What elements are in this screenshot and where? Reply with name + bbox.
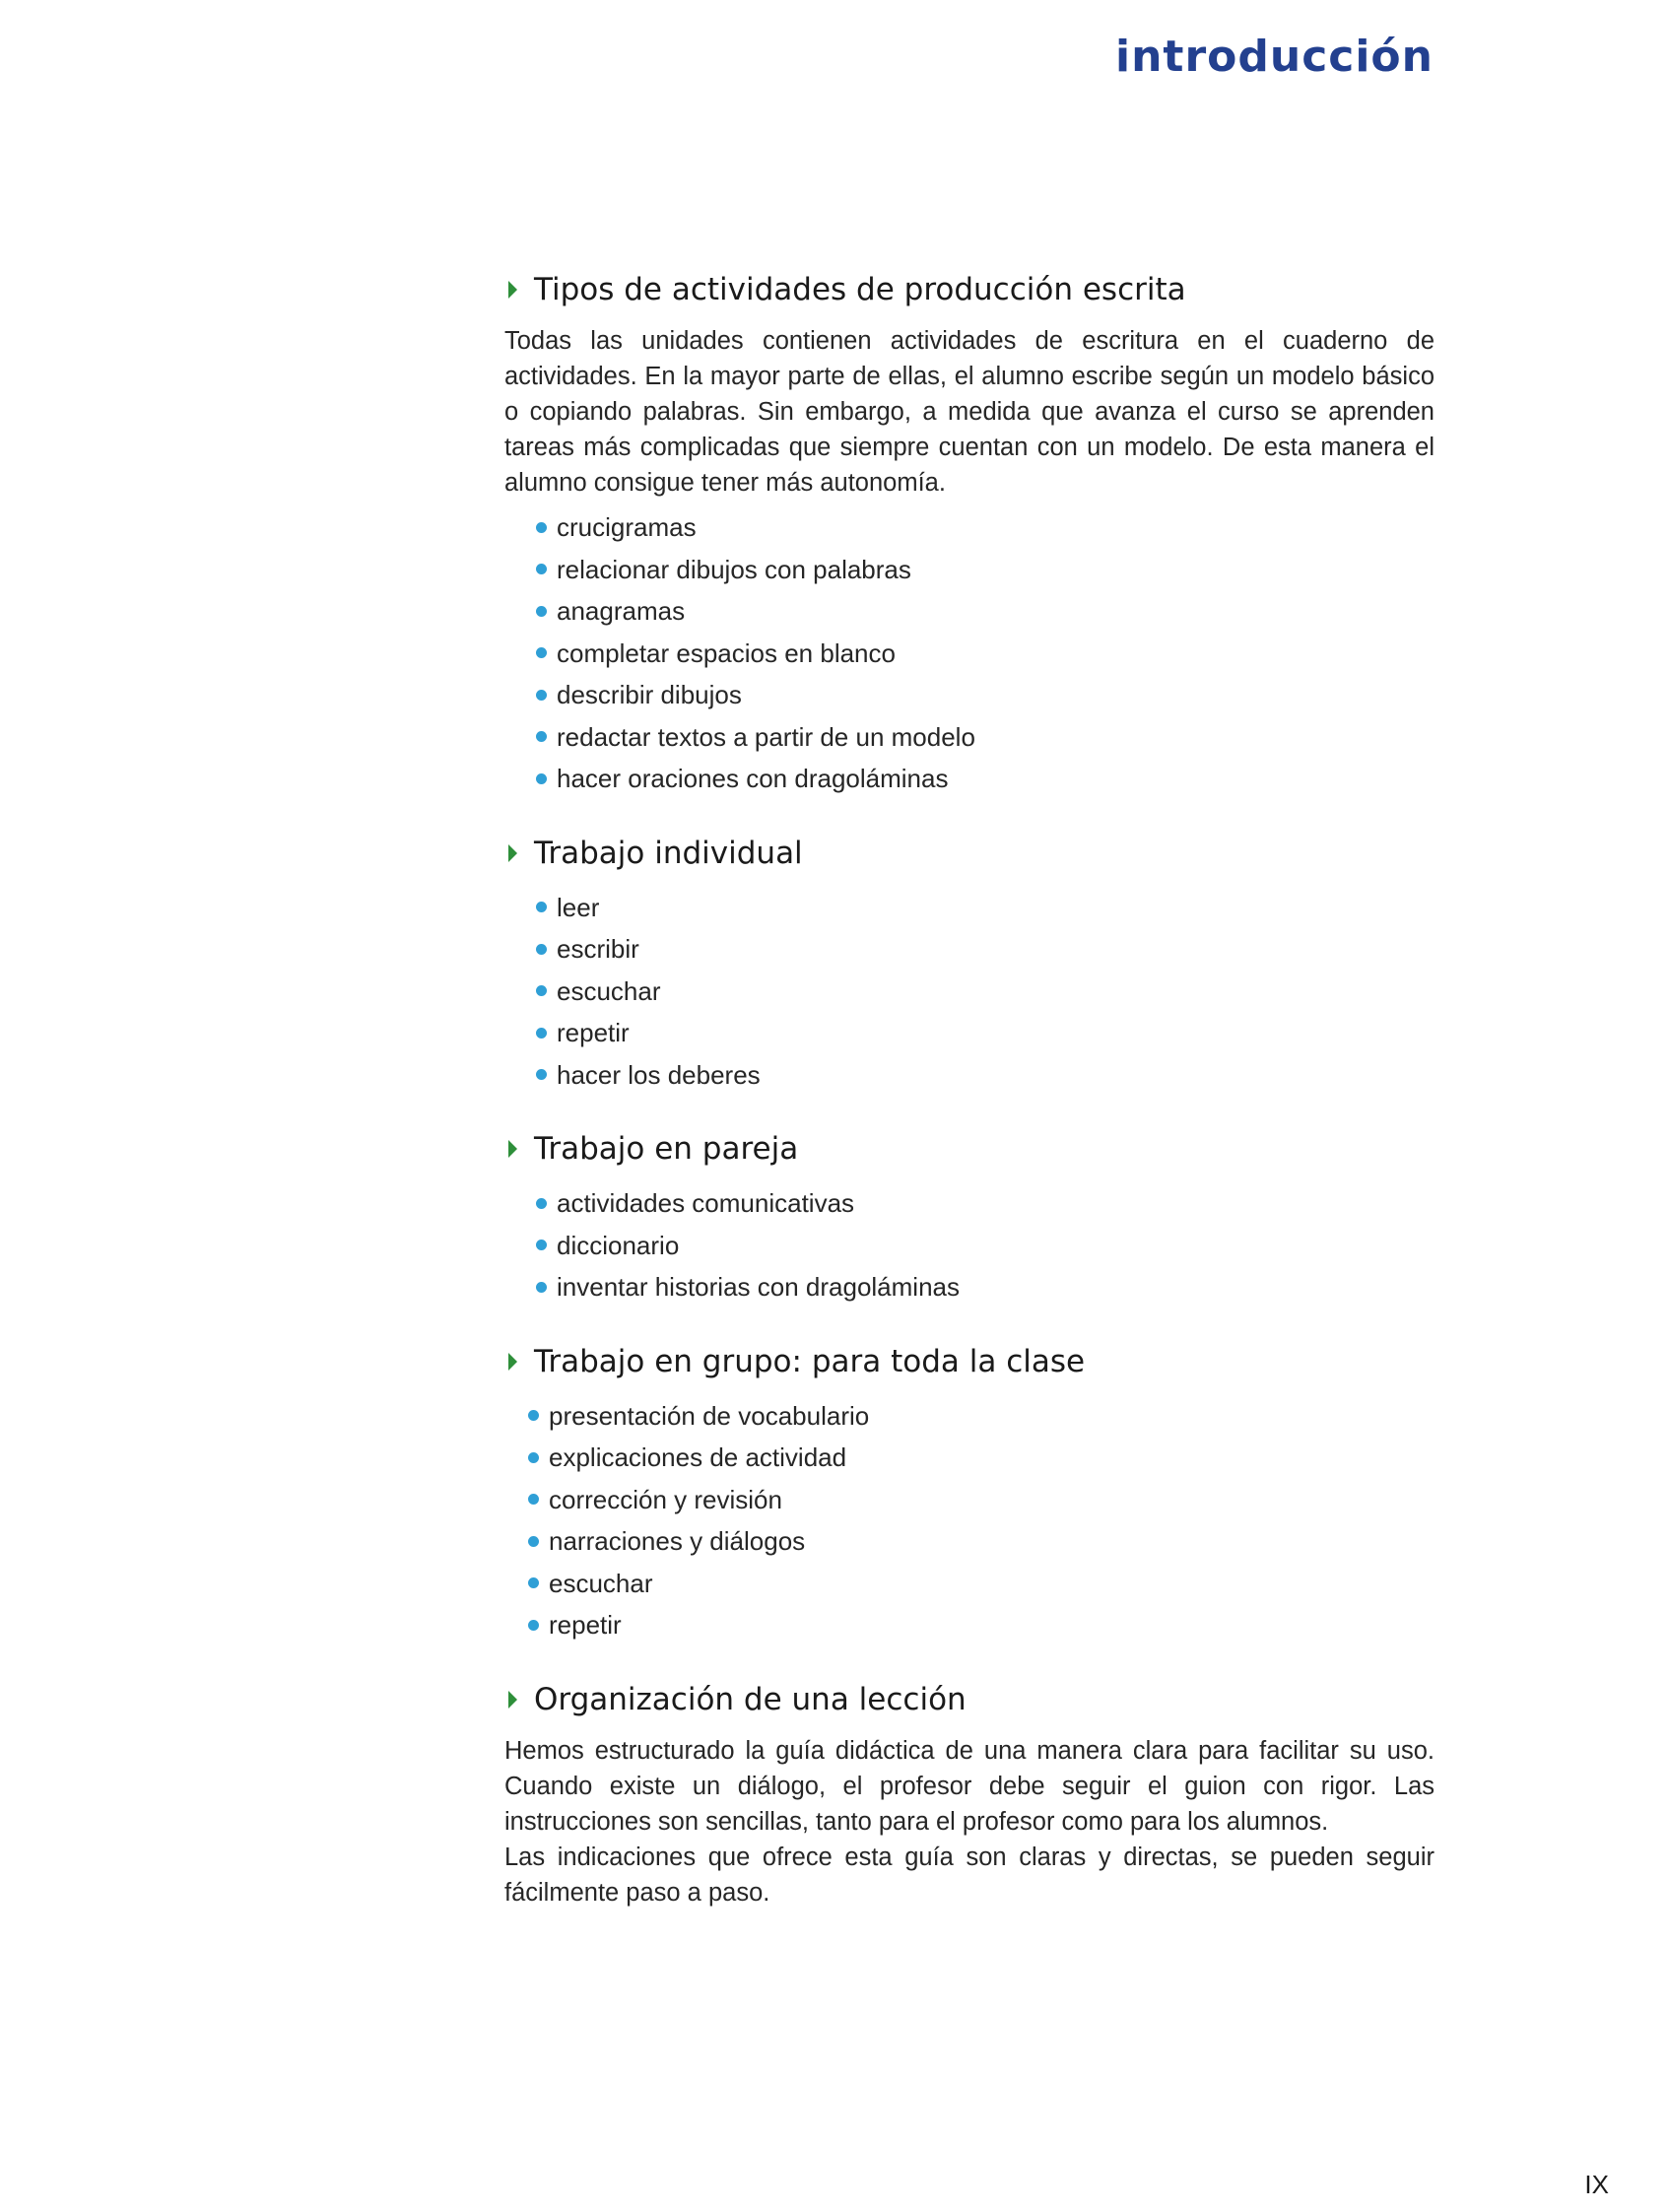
list-item [536, 674, 1434, 716]
list-item [536, 1054, 1434, 1097]
list-item-text: narraciones y diálogos [549, 1526, 806, 1556]
arrow-right-icon [508, 1140, 517, 1158]
list-item-text: crucigramas [557, 512, 697, 542]
bullet-dot-icon [536, 647, 547, 658]
bullet-dot-icon [536, 690, 547, 701]
bullet-list [504, 1182, 1434, 1308]
list-item [536, 1225, 1434, 1267]
bullet-dot-icon [536, 1028, 547, 1039]
page-number: IX [1584, 2170, 1609, 2199]
bullet-list [504, 1395, 1434, 1646]
bullet-dot-icon [536, 1069, 547, 1080]
list-item [536, 506, 1434, 549]
list-item [536, 549, 1434, 591]
list-item-text: completar espacios en blanco [557, 637, 896, 668]
list-item-text: redactar textos a partir de un modelo [557, 721, 975, 752]
list-item-text: describir dibujos [557, 680, 742, 709]
list-item [536, 633, 1434, 675]
running-header-title: introducción [1115, 32, 1434, 82]
section-heading-text: Tipos de actividades de producción escrita [534, 272, 1186, 307]
bullet-dot-icon [528, 1577, 539, 1588]
bullet-list [504, 887, 1434, 1097]
list-item [528, 1479, 1434, 1521]
list-item [536, 928, 1434, 971]
list-item-text: diccionario [557, 1230, 680, 1260]
list-item [536, 590, 1434, 633]
bullet-dot-icon [536, 773, 547, 784]
bullet-dot-icon [536, 606, 547, 617]
section-lesson-organization [504, 1680, 1434, 1910]
section-heading [504, 834, 1434, 873]
section-heading-text: Trabajo en grupo: para toda la clase [534, 1343, 1086, 1379]
list-item-text: repetir [557, 1018, 630, 1047]
list-item [528, 1395, 1434, 1438]
bullet-dot-icon [528, 1452, 539, 1463]
bullet-dot-icon [536, 1282, 547, 1293]
list-item [528, 1604, 1434, 1646]
arrow-right-icon [508, 844, 517, 862]
section-written-production [504, 270, 1434, 800]
bullet-dot-icon [528, 1620, 539, 1631]
bullet-list [504, 506, 1434, 800]
section-heading-text: Organización de una lección [534, 1681, 967, 1717]
list-item-text: leer [557, 892, 600, 922]
bullet-dot-icon [528, 1494, 539, 1505]
list-item [528, 1437, 1434, 1479]
list-item [536, 1266, 1434, 1308]
section-heading [504, 1342, 1434, 1381]
list-item [536, 887, 1434, 929]
list-item-text: relacionar dibujos con palabras [557, 554, 911, 584]
list-item-text: actividades comunicativas [557, 1188, 855, 1218]
section-group-work [504, 1342, 1434, 1646]
bullet-dot-icon [536, 564, 547, 574]
page-content [504, 270, 1434, 1944]
list-item [528, 1563, 1434, 1605]
section-heading [504, 1129, 1434, 1169]
list-item [528, 1520, 1434, 1563]
bullet-dot-icon [536, 522, 547, 533]
bullet-dot-icon [528, 1410, 539, 1421]
list-item-text: escribir [557, 934, 639, 964]
section-pair-work [504, 1129, 1434, 1308]
list-item [536, 971, 1434, 1013]
arrow-right-icon [508, 1353, 517, 1371]
list-item-text: repetir [549, 1610, 622, 1640]
list-item-text: explicaciones de actividad [549, 1442, 847, 1472]
list-item [536, 758, 1434, 800]
list-item [536, 716, 1434, 759]
body-paragraph: Las indicaciones que ofrece esta guía son claras y directas, se pueden seguir fácilmente paso a paso. [504, 1843, 1434, 1907]
body-paragraph: Todas las unidades contienen actividades de escritura en el cuaderno de actividades. En la mayor parte de ellas, el alumno escribe según un modelo básico o copiando palabras. Sin embargo, a medida que avanza el curso se aprenden tareas más complicadas que siempre cuentan con un modelo. De esta manera el alumno consigue tener más autonomía. [504, 327, 1434, 497]
list-item-text: hacer los deberes [557, 1059, 761, 1090]
bullet-dot-icon [536, 985, 547, 996]
list-item-text: inventar historias con dragoláminas [557, 1272, 960, 1302]
list-item [536, 1012, 1434, 1054]
section-heading [504, 270, 1434, 309]
bullet-dot-icon [528, 1536, 539, 1547]
bullet-dot-icon [536, 1198, 547, 1209]
section-heading-text: Trabajo en pareja [534, 1131, 799, 1167]
bullet-dot-icon [536, 731, 547, 742]
list-item-text: escuchar [549, 1568, 653, 1598]
list-item-text: hacer oraciones con dragoláminas [557, 764, 949, 793]
section-heading-text: Trabajo individual [534, 835, 803, 871]
arrow-right-icon [508, 281, 517, 299]
bullet-dot-icon [536, 902, 547, 912]
list-item-text: corrección y revisión [549, 1484, 782, 1514]
list-item-text: anagramas [557, 596, 686, 626]
bullet-dot-icon [536, 1240, 547, 1250]
list-item-text: escuchar [557, 975, 661, 1006]
list-item-text: presentación de vocabulario [549, 1400, 870, 1431]
section-heading [504, 1680, 1434, 1719]
list-item [536, 1182, 1434, 1225]
arrow-right-icon [508, 1691, 517, 1709]
bullet-dot-icon [536, 944, 547, 955]
section-individual-work [504, 834, 1434, 1097]
body-paragraph: Hemos estructurado la guía didáctica de una manera clara para facilitar su uso. Cuando existe un diálogo, el profesor debe seguir el guion con rigor. Las instrucciones son sencillas, tanto para el profesor como para los alumnos. [504, 1736, 1434, 1836]
